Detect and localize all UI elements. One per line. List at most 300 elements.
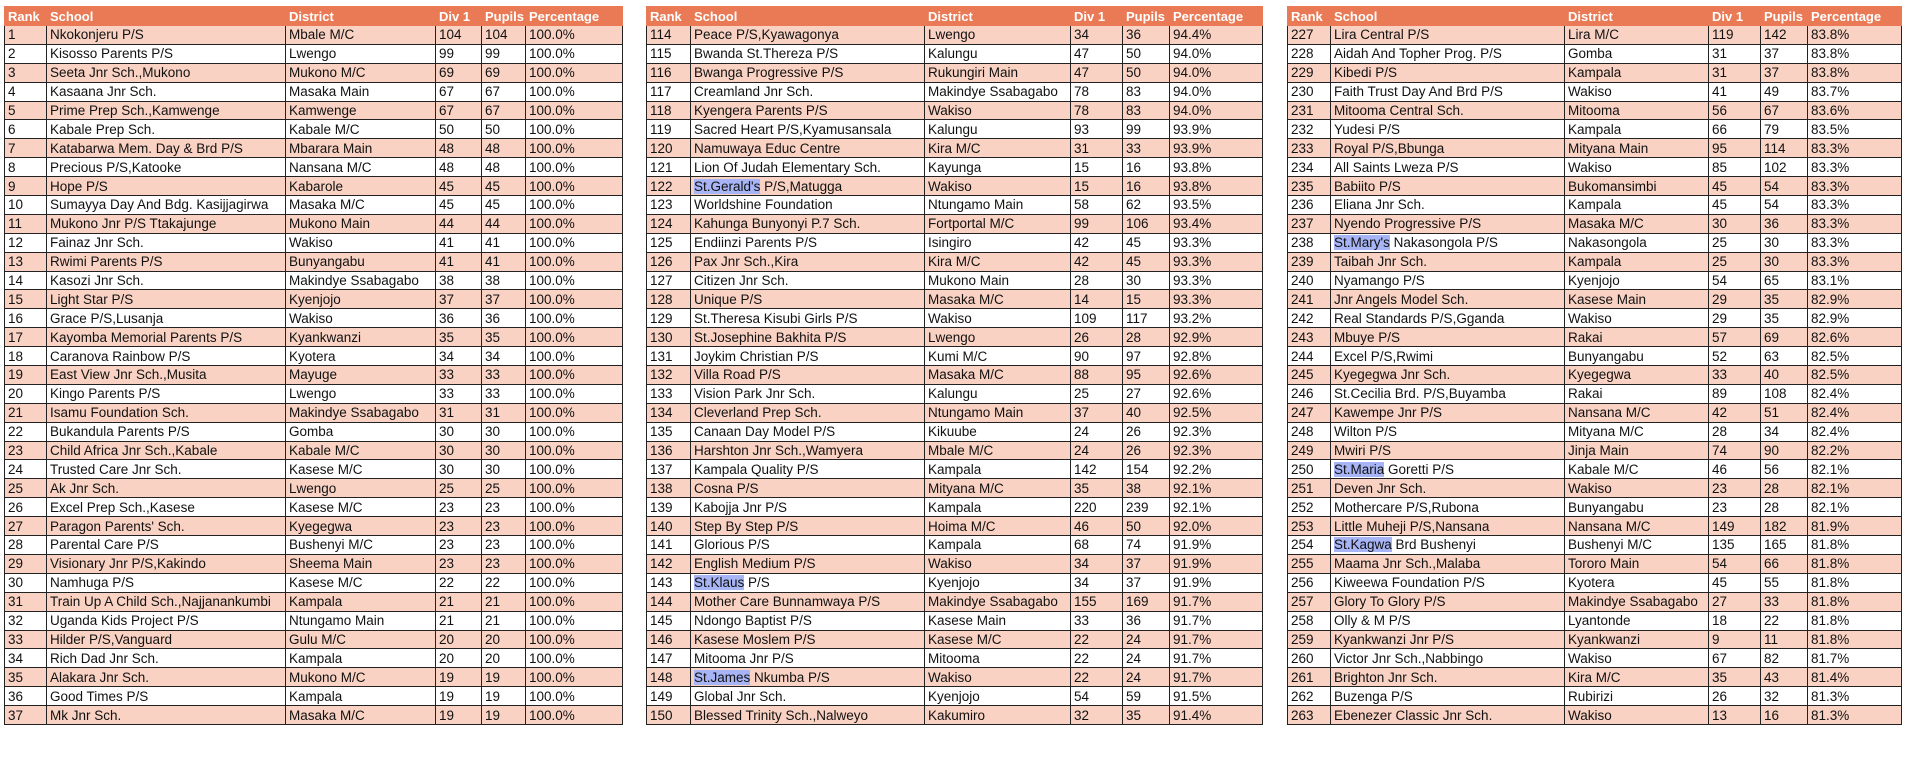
div1-cell: 93	[1071, 120, 1123, 139]
pupils-cell: 239	[1123, 498, 1170, 517]
div1-cell: 41	[436, 252, 482, 271]
div1-cell: 48	[436, 139, 482, 158]
table-row	[647, 158, 1263, 177]
school-cell: Taibah Jnr Sch.	[1331, 252, 1565, 271]
district-cell: Masaka M/C	[925, 290, 1071, 309]
district-cell: Kampala	[1565, 63, 1709, 82]
percentage-cell: 92.8%	[1170, 347, 1263, 366]
table-row	[647, 271, 1263, 290]
table-row	[1288, 82, 1902, 101]
school-cell	[691, 177, 925, 196]
district-cell: Kyenjojo	[925, 573, 1071, 592]
percentage-cell: 81.7%	[1808, 649, 1902, 668]
school-cell: Vision Park Jnr Sch.	[691, 384, 925, 403]
district-cell: Kira M/C	[925, 139, 1071, 158]
search-highlight: St.Klaus	[694, 575, 745, 591]
percentage-cell: 82.5%	[1808, 366, 1902, 385]
table-row	[5, 630, 623, 649]
div1-cell: 58	[1071, 196, 1123, 215]
div1-cell: 28	[1071, 271, 1123, 290]
district-cell: Wakiso	[925, 309, 1071, 328]
div1-cell: 36	[436, 309, 482, 328]
table-row	[5, 422, 623, 441]
rank-cell: 240	[1288, 271, 1331, 290]
school-cell: Nkokonjeru P/S	[47, 26, 286, 45]
table-row	[5, 649, 623, 668]
div1-cell: 24	[1071, 422, 1123, 441]
pupils-cell: 102	[1761, 158, 1808, 177]
div1-cell: 23	[1709, 479, 1761, 498]
district-cell: Masaka M/C	[1565, 214, 1709, 233]
rank-cell: 15	[5, 290, 47, 309]
search-highlight: St.James	[694, 669, 751, 685]
div1-cell: 25	[1709, 233, 1761, 252]
school-cell: Buzenga P/S	[1331, 687, 1565, 706]
div1-cell: 47	[1071, 63, 1123, 82]
rank-cell: 3	[5, 63, 47, 82]
table-row	[1288, 422, 1902, 441]
div1-cell: 18	[1709, 611, 1761, 630]
district-cell: Mukono Main	[286, 214, 436, 233]
header-row	[5, 7, 623, 26]
rank-cell: 8	[5, 158, 47, 177]
rank-cell: 147	[647, 649, 691, 668]
pupils-cell: 63	[1761, 347, 1808, 366]
percentage-cell: 100.0%	[526, 233, 623, 252]
school-cell: Endiinzi Parents P/S	[691, 233, 925, 252]
school-cell: Unique P/S	[691, 290, 925, 309]
percentage-cell: 83.5%	[1808, 120, 1902, 139]
district-cell: Mitooma	[925, 649, 1071, 668]
rank-cell: 4	[5, 82, 47, 101]
percentage-cell: 81.3%	[1808, 706, 1902, 725]
table-row	[5, 328, 623, 347]
rank-cell: 227	[1288, 26, 1331, 45]
school-cell: Kayomba Memorial Parents P/S	[47, 328, 286, 347]
div1-cell: 45	[436, 177, 482, 196]
percentage-cell: 100.0%	[526, 309, 623, 328]
district-cell: Wakiso	[286, 309, 436, 328]
div1-cell: 23	[436, 517, 482, 536]
rank-cell: 31	[5, 592, 47, 611]
percentage-cell: 82.5%	[1808, 347, 1902, 366]
rank-cell: 136	[647, 441, 691, 460]
div1-cell: 155	[1071, 592, 1123, 611]
div1-cell: 37	[1071, 403, 1123, 422]
district-cell: Kasese Main	[925, 611, 1071, 630]
district-cell: Mbarara Main	[286, 139, 436, 158]
table-row	[647, 101, 1263, 120]
school-cell: Kasese Moslem P/S	[691, 630, 925, 649]
table-row	[647, 233, 1263, 252]
district-cell: Kikuube	[925, 422, 1071, 441]
table-row	[5, 63, 623, 82]
school-cell: Rwimi Parents P/S	[47, 252, 286, 271]
district-cell: Makindye Ssabagabo	[286, 271, 436, 290]
rank-cell: 120	[647, 139, 691, 158]
district-header: District	[286, 7, 436, 26]
district-cell: Wakiso	[286, 233, 436, 252]
table-row	[647, 441, 1263, 460]
pupils-cell: 16	[1123, 177, 1170, 196]
school-cell: Ebenezer Classic Jnr Sch.	[1331, 706, 1565, 725]
pupils-cell: 33	[1123, 139, 1170, 158]
percentage-cell: 92.3%	[1170, 441, 1263, 460]
district-header: District	[1565, 7, 1709, 26]
div1-cell: 45	[1709, 196, 1761, 215]
pupils-cell: 24	[1123, 668, 1170, 687]
pupils-cell: 49	[1761, 82, 1808, 101]
school-cell: Kingo Parents P/S	[47, 384, 286, 403]
district-cell: Fortportal M/C	[925, 214, 1071, 233]
rank-cell: 6	[5, 120, 47, 139]
rank-cell: 121	[647, 158, 691, 177]
district-cell: Kasese M/C	[925, 630, 1071, 649]
div1-cell: 149	[1709, 517, 1761, 536]
pupils-cell: 20	[482, 649, 526, 668]
percentage-cell: 82.4%	[1808, 403, 1902, 422]
rank-cell: 235	[1288, 177, 1331, 196]
district-cell: Nansana M/C	[1565, 403, 1709, 422]
pupils-cell: 37	[1123, 573, 1170, 592]
table-row	[5, 214, 623, 233]
pupils-cell: 65	[1761, 271, 1808, 290]
school-header: School	[691, 7, 925, 26]
school-cell: Kasozi Jnr Sch.	[47, 271, 286, 290]
school-cell: Aidah And Topher Prog. P/S	[1331, 44, 1565, 63]
table-row	[5, 196, 623, 215]
percentage-header: Percentage	[526, 7, 623, 26]
percentage-cell: 100.0%	[526, 517, 623, 536]
school-cell: Katabarwa Mem. Day & Brd P/S	[47, 139, 286, 158]
div1-cell: 67	[436, 82, 482, 101]
div1-header: Div 1	[436, 7, 482, 26]
pupils-cell: 35	[1761, 309, 1808, 328]
percentage-cell: 92.2%	[1170, 460, 1263, 479]
rank-cell: 137	[647, 460, 691, 479]
school-cell: Alakara Jnr Sch.	[47, 668, 286, 687]
div1-cell: 42	[1709, 403, 1761, 422]
div1-cell: 23	[1709, 498, 1761, 517]
table-row	[1288, 706, 1902, 725]
pupils-cell: 28	[1761, 498, 1808, 517]
district-cell: Kabarole	[286, 177, 436, 196]
school-cell: Excel P/S,Rwimi	[1331, 347, 1565, 366]
percentage-cell: 81.3%	[1808, 687, 1902, 706]
school-cell: East View Jnr Sch.,Musita	[47, 366, 286, 385]
pupils-cell: 22	[482, 573, 526, 592]
district-cell: Kira M/C	[1565, 668, 1709, 687]
pupils-cell: 37	[1761, 44, 1808, 63]
district-cell: Nakasongola	[1565, 233, 1709, 252]
district-cell: Kakumiro	[925, 706, 1071, 725]
district-cell: Makindye Ssabagabo	[286, 403, 436, 422]
table-row	[647, 63, 1263, 82]
table-row	[5, 139, 623, 158]
school-cell: Jnr Angels Model Sch.	[1331, 290, 1565, 309]
school-cell: Cosna P/S	[691, 479, 925, 498]
rank-cell: 242	[1288, 309, 1331, 328]
table-row	[647, 252, 1263, 271]
school-cell: Mukono Jnr P/S Ttakajunge	[47, 214, 286, 233]
pupils-cell: 34	[482, 347, 526, 366]
div1-cell: 67	[436, 101, 482, 120]
school-cell: Joykim Christian P/S	[691, 347, 925, 366]
district-cell: Kampala	[1565, 120, 1709, 139]
div1-cell: 19	[436, 687, 482, 706]
table-row	[5, 460, 623, 479]
table-row	[5, 44, 623, 63]
percentage-cell: 82.9%	[1808, 290, 1902, 309]
table-row	[5, 668, 623, 687]
percentage-cell: 94.0%	[1170, 63, 1263, 82]
school-header: School	[1331, 7, 1565, 26]
percentage-cell: 100.0%	[526, 139, 623, 158]
percentage-header: Percentage	[1170, 7, 1263, 26]
district-cell: Masaka M/C	[925, 366, 1071, 385]
percentage-cell: 93.2%	[1170, 309, 1263, 328]
school-cell: Ak Jnr Sch.	[47, 479, 286, 498]
district-cell: Kyenjojo	[925, 687, 1071, 706]
school-cell: Eliana Jnr Sch.	[1331, 196, 1565, 215]
school-cell: Mbuye P/S	[1331, 328, 1565, 347]
percentage-cell: 100.0%	[526, 498, 623, 517]
percentage-cell: 100.0%	[526, 460, 623, 479]
table-row	[1288, 592, 1902, 611]
district-cell: Wakiso	[925, 101, 1071, 120]
rank-cell: 263	[1288, 706, 1331, 725]
div1-cell: 34	[1071, 573, 1123, 592]
district-cell: Kasese M/C	[286, 573, 436, 592]
table-row	[1288, 384, 1902, 403]
school-cell: Namhuga P/S	[47, 573, 286, 592]
district-cell: Mukono Main	[925, 271, 1071, 290]
percentage-cell: 92.6%	[1170, 366, 1263, 385]
pupils-cell: 38	[482, 271, 526, 290]
rank-cell: 256	[1288, 573, 1331, 592]
pupils-cell: 40	[1761, 366, 1808, 385]
div1-cell: 74	[1709, 441, 1761, 460]
school-cell: Kyegegwa Jnr Sch.	[1331, 366, 1565, 385]
percentage-cell: 83.8%	[1808, 63, 1902, 82]
percentage-cell: 100.0%	[526, 214, 623, 233]
table-row	[1288, 460, 1902, 479]
percentage-cell: 91.4%	[1170, 706, 1263, 725]
div1-cell: 22	[1071, 668, 1123, 687]
pupils-cell: 24	[1123, 649, 1170, 668]
district-cell: Wakiso	[1565, 309, 1709, 328]
school-cell: Villa Road P/S	[691, 366, 925, 385]
district-cell: Hoima M/C	[925, 517, 1071, 536]
pupils-cell: 82	[1761, 649, 1808, 668]
table-row	[647, 44, 1263, 63]
percentage-cell: 82.1%	[1808, 479, 1902, 498]
school-cell: Glorious P/S	[691, 536, 925, 555]
school-cell: St.Theresa Kisubi Girls P/S	[691, 309, 925, 328]
rank-cell: 248	[1288, 422, 1331, 441]
pupils-cell: 62	[1123, 196, 1170, 215]
table-row	[5, 290, 623, 309]
div1-cell: 109	[1071, 309, 1123, 328]
rank-cell: 5	[5, 101, 47, 120]
pupils-cell: 67	[482, 82, 526, 101]
percentage-cell: 92.1%	[1170, 479, 1263, 498]
district-cell: Bunyangabu	[1565, 498, 1709, 517]
district-cell: Kyegegwa	[286, 517, 436, 536]
pupils-cell: 45	[482, 196, 526, 215]
div1-cell: 44	[436, 214, 482, 233]
rank-cell: 2	[5, 44, 47, 63]
table-row	[647, 460, 1263, 479]
school-cell: Canaan Day Model P/S	[691, 422, 925, 441]
percentage-cell: 93.3%	[1170, 271, 1263, 290]
rank-cell: 244	[1288, 347, 1331, 366]
div1-cell: 9	[1709, 630, 1761, 649]
percentage-cell: 92.3%	[1170, 422, 1263, 441]
pupils-cell: 19	[482, 687, 526, 706]
pupils-cell: 169	[1123, 592, 1170, 611]
percentage-cell: 91.9%	[1170, 536, 1263, 555]
div1-cell: 99	[1071, 214, 1123, 233]
pupils-cell: 154	[1123, 460, 1170, 479]
pupils-cell: 16	[1123, 158, 1170, 177]
div1-cell: 85	[1709, 158, 1761, 177]
rank-cell: 229	[1288, 63, 1331, 82]
district-cell: Kyegegwa	[1565, 366, 1709, 385]
pupils-cell: 182	[1761, 517, 1808, 536]
div1-cell: 67	[1709, 649, 1761, 668]
table-row	[647, 611, 1263, 630]
div1-cell: 45	[1709, 573, 1761, 592]
div1-cell: 30	[436, 441, 482, 460]
div1-cell: 35	[1071, 479, 1123, 498]
table-row	[647, 139, 1263, 158]
school-name-rest: Brd Bushenyi	[1391, 537, 1476, 553]
school-cell: Lira Central P/S	[1331, 26, 1565, 45]
rank-cell: 249	[1288, 441, 1331, 460]
rank-cell: 150	[647, 706, 691, 725]
pupils-cell: 28	[1123, 328, 1170, 347]
div1-cell: 34	[1071, 26, 1123, 45]
school-cell: Visionary Jnr P/S,Kakindo	[47, 554, 286, 573]
rank-cell: 234	[1288, 158, 1331, 177]
school-cell: Kampala Quality P/S	[691, 460, 925, 479]
table-row	[647, 554, 1263, 573]
table-row	[5, 592, 623, 611]
school-cell: Hilder P/S,Vanguard	[47, 630, 286, 649]
pupils-cell: 36	[1123, 611, 1170, 630]
rank-cell: 231	[1288, 101, 1331, 120]
school-cell: Cleverland Prep Sch.	[691, 403, 925, 422]
div1-cell: 31	[1709, 44, 1761, 63]
school-cell: Isamu Foundation Sch.	[47, 403, 286, 422]
district-cell: Nansana M/C	[1565, 517, 1709, 536]
district-cell: Mbale M/C	[925, 441, 1071, 460]
rank-cell: 228	[1288, 44, 1331, 63]
div1-cell: 25	[1709, 252, 1761, 271]
div1-cell: 22	[1071, 630, 1123, 649]
pupils-cell: 50	[1123, 517, 1170, 536]
table-row	[1288, 26, 1902, 45]
percentage-cell: 91.7%	[1170, 592, 1263, 611]
school-cell: Sumayya Day And Bdg. Kasijjagirwa	[47, 196, 286, 215]
div1-cell: 24	[1071, 441, 1123, 460]
rank-cell: 10	[5, 196, 47, 215]
school-cell: Victor Jnr Sch.,Nabbingo	[1331, 649, 1565, 668]
rank-cell: 22	[5, 422, 47, 441]
pupils-cell: 35	[1123, 706, 1170, 725]
div1-cell: 54	[1709, 554, 1761, 573]
div1-cell: 88	[1071, 366, 1123, 385]
district-cell: Bushenyi M/C	[1565, 536, 1709, 555]
rank-cell: 123	[647, 196, 691, 215]
div1-cell: 33	[1071, 611, 1123, 630]
rank-cell: 16	[5, 309, 47, 328]
percentage-cell: 94.0%	[1170, 101, 1263, 120]
div1-cell: 135	[1709, 536, 1761, 555]
district-cell: Kasese M/C	[286, 498, 436, 517]
table-row	[5, 309, 623, 328]
table-row	[1288, 517, 1902, 536]
district-cell: Ntungamo Main	[925, 403, 1071, 422]
district-cell: Kyankwanzi	[286, 328, 436, 347]
rank-cell: 125	[647, 233, 691, 252]
div1-cell: 29	[1709, 290, 1761, 309]
percentage-cell: 100.0%	[526, 384, 623, 403]
school-name-rest: P/S,Matugga	[760, 178, 843, 194]
district-cell: Kabale M/C	[286, 120, 436, 139]
div1-cell: 33	[1709, 366, 1761, 385]
district-cell: Kalungu	[925, 44, 1071, 63]
school-cell: Train Up A Child Sch.,Najjanankumbi	[47, 592, 286, 611]
pupils-cell: 33	[482, 366, 526, 385]
district-cell: Lyantonde	[1565, 611, 1709, 630]
school-cell: Maama Jnr Sch.,Malaba	[1331, 554, 1565, 573]
percentage-cell: 83.3%	[1808, 139, 1902, 158]
div1-cell: 54	[1709, 271, 1761, 290]
pupils-cell: 54	[1761, 177, 1808, 196]
div1-cell: 19	[436, 706, 482, 725]
rank-cell: 30	[5, 573, 47, 592]
percentage-cell: 92.6%	[1170, 384, 1263, 403]
district-cell: Masaka Main	[286, 82, 436, 101]
rank-cell: 20	[5, 384, 47, 403]
district-header: District	[925, 7, 1071, 26]
rank-cell: 255	[1288, 554, 1331, 573]
rank-cell: 14	[5, 271, 47, 290]
ranking-table-3	[1287, 6, 1902, 725]
div1-cell: 32	[1071, 706, 1123, 725]
percentage-cell: 93.9%	[1170, 139, 1263, 158]
percentage-cell: 94.0%	[1170, 44, 1263, 63]
pupils-cell: 117	[1123, 309, 1170, 328]
pupils-cell: 22	[1761, 611, 1808, 630]
table-row	[647, 309, 1263, 328]
school-name-rest: Nakasongola P/S	[1389, 235, 1498, 251]
pupils-cell: 30	[1761, 252, 1808, 271]
pupils-cell: 21	[482, 592, 526, 611]
div1-cell: 45	[436, 196, 482, 215]
div1-cell: 48	[436, 158, 482, 177]
district-cell: Kasese Main	[1565, 290, 1709, 309]
div1-cell: 142	[1071, 460, 1123, 479]
school-cell: Global Jnr Sch.	[691, 687, 925, 706]
rank-cell: 124	[647, 214, 691, 233]
percentage-cell: 82.1%	[1808, 460, 1902, 479]
rank-cell: 13	[5, 252, 47, 271]
div1-cell: 31	[1071, 139, 1123, 158]
pupils-cell: 30	[482, 441, 526, 460]
